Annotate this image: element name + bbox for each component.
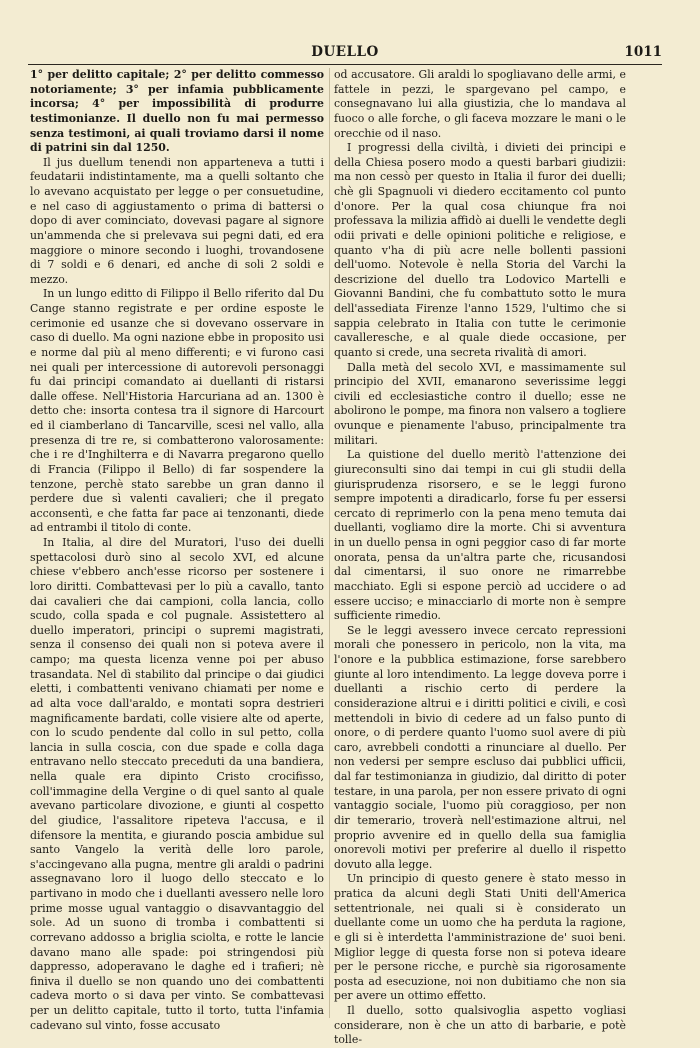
right-column xyxy=(334,68,626,1047)
paragraph: Il jus duellum tenendi non apparteneva a tutti i feudatarii indistintamente, ma a quelli soltanto che lo avevano acquistato per legge o per consuetudine, e nel caso di aggiustamento o prima di battersi o dopo di aver cominciato, dovevasi pagare al signore un'ammenda che si prelevava sui pegni dati, ed era maggiore o minore secondo i luoghi, trovandosene di 7 soldi e 6 denari, ed anche di soli 2 soldi e mezzo. xyxy=(30,155,324,286)
paragraph: In un lungo editto di Filippo il Bello riferito dal Du Cange stanno registrate e per ordine esposte le cerimonie ed usanze che si dovevano osservare in caso di duello. Ma ogni nazione ebbe in proposito usi e norme dal più al meno differenti; e vi furono casi nei quali per intercessione di autorevoli personaggi fu dai principi comandato ai duellanti di ristarsi dalle offese. Nell'Historia Harcuriana ad an. 1300 è detto che: insorta contesa tra il signore di Harcourt ed il ciamberlano di Tancarville, scesi nel vallo, alla presenza di tre re, si combatterono valorosamente: che i re d'Inghilterra e di Navarra pregarono quello di Francia (Filippo il Bello) di far sospendere la tenzone, perchè stato sarebbe un gran danno il perdere due sì valenti cavalieri; che il pregato acconsentì, e che fatta far pace ai tenzonanti, diede ad entrambi il titolo di conte. xyxy=(30,287,324,535)
paragraph: Un principio di questo genere è stato messo in pratica da alcuni degli Stati Uniti dell'America settentrionale, nei quali si è considerato un duellante come un uomo che ha perduta la ragione, e gli si è interdetta l'amministrazione de' suoi beni. Miglior legge di questa forse non si poteva ideare per le persone ricche, e purchè sia rigorosamente posta ad esecuzione, noi non dubitiamo che non sia per avere un ottimo effetto. xyxy=(334,872,626,1003)
paragraph: Se le leggi avessero invece cercato repressioni morali che ponessero in pericolo, non la vita, ma l'onore e la pubblica estimazione, forse sarebbero giunte al loro intendimento. La legge doveva porre i duellanti a rischio certo di perdere la considerazione altrui e i diritti politici e civili, e così mettendoli in bivio di cedere ad un falso punto di onore, o di perdere quanto l'uomo suol avere di più caro, avrebbeli condotti a rinunciare al duello. Per non vedersi per sempre escluso dai pubblici ufficii, dal far testimonianza in giudizio, dal diritto di poter testare, in una parola, per non essere privato di ogni vantaggio sociale, l'uomo più coraggioso, per non dir temerario, troverà nell'estimazione altrui, nel proprio avvenire ed in quello della sua famiglia onorevoli motivi per preferire al duello il rispetto dovuto alla legge. xyxy=(334,623,626,871)
running-header xyxy=(28,40,662,65)
paragraph: La quistione del duello meritò l'attenzione dei giureconsulti sino dai tempi in cui gli studii della giurisprudenza risorsero, e se le leggi furono sempre impotenti a diradicarlo, forse fu per essersi cercato di reprimerlo con la pena meno temuta dai duellanti, vogliamo dire la morte. Chi si avventura in un duello pensa in ogni peggior caso di far morte onorata, pensa da un'altra parte che, ricusandosi dal cimentarsi, il suo onore ne rimarrebbe macchiato. Egli si espone perciò ad uccidere o ad essere ucciso; e minacciarlo di morte non è sempre sufficiente rimedio. xyxy=(334,448,626,623)
running-title: DUELLO xyxy=(311,44,379,60)
paragraph: In Italia, al dire del Muratori, l'uso dei duelli spettacolosi durò sino al secolo XVI, ed alcune chiese v'ebbero anch'esse ricorso per sostenere i loro diritti. Combattevasi per lo più a cavallo, tanto dai cavalieri che dai campioni, colla lancia, collo scudo, colla spada e col pugnale. Assistettero al duello imperatori, principi o supremi magistrati, senza il consenso dei quali non si poteva avere il campo; ma questa licenza venne poi per abuso trasandata. Nel dì stabilito dal principe o dai giudici eletti, i combattenti venivano chiamati per nome e ad alta voce dall'araldo, e montati sopra destrieri magnificamente bardati, colle visiere alte od aperte, con lo scudo pendente dal collo in sul petto, colla lancia in sulla coscia, con due spade e colla daga entravano nello steccato preceduti da una bandiera, nella quale era dipinto Cristo crocifisso, coll'immagine della Vergine o di quel santo al quale avevano particolare divozione, e giunti al cospetto del giudice, l'assalitore ripeteva l'accusa, e il difensore la mentita, e giurando poscia ambidue sul santo Vangelo la verità delle loro parole, s'accingevano alla pugna, mentre gli araldi o padrini assegnavano loro il luogo dello steccato e lo partivano in modo che i duellanti avessero nelle loro prime mosse ugual vantaggio o disavvantaggio del sole. Ad un suono di tromba i combattenti si correvano addosso a briglia sciolta, e rotte le lancie davano mano alle spade: poi stringendosi più dappresso, adoperavano le daghe ed i trafieri; nè finiva il duello se non quando uno dei combattenti cadeva morto o si dava per vinto. Se combattevasi per un delitto capitale, tutto il torto, tutta l'infamia cadevano sul vinto, fosse accusato xyxy=(30,536,324,1032)
left-column xyxy=(30,68,324,1032)
paragraph: Il duello, sotto qualsivoglia aspetto vogliasi considerare, non è che un atto di barbarie, e potè tolle- xyxy=(334,1004,626,1047)
paragraph: Dalla metà del secolo XVI, e massimamente sul principio del XVII, emanarono severissime leggi civili ed ecclesiastiche contro il duello; esse ne abolirono le pompe, ma finora non valsero a togliere ovunque e pienamente l'abuso, principalmente tra militari. xyxy=(334,360,626,447)
page-number: 1011 xyxy=(624,44,662,60)
column-divider xyxy=(329,68,330,1018)
paragraph: 1° per delitto capitale; 2° per delitto commesso notoriamente; 3° per infamia pubblicamente incorsa; 4° per impossibilità di produrre testimonianze. Il duello non fu mai permesso senza testimoni, ai quali troviamo darsi il nome di patrini sin dal 1250. xyxy=(30,68,324,155)
paragraph: od accusatore. Gli araldi lo spogliavano delle armi, e fattele in pezzi, le spargevano pel campo, e consegnavano lui alla giustizia, che lo mandava al fuoco o alle forche, o gli faceva mozzare le mani o le orecchie od il naso. xyxy=(334,68,626,140)
paragraph: I progressi della civiltà, i divieti dei principi e della Chiesa posero modo a questi barbari giudizii: ma non cessò per questo in Italia il furor dei duelli; chè gli Spagnuoli vi diedero eccitamento col punto d'onore. Per la qual cosa chiunque fra noi professava la milizia affidò ai duelli le vendette degli odii privati e delle opinioni politiche e religiose, e quanto v'ha di più acre nelle bollenti passioni dell'uomo. Notevole è nella Storia del Varchi la descrizione del duello tra Lodovico Martelli e Giovanni Bandini, che fu combattuto sotto le mura dell'assediata Firenze l'anno 1529, l'ultimo che si sappia celebrato in Italia con tutte le cerimonie cavalleresche, e al quale diede occasione, per quanto si crede, una secreta rivalità di amori. xyxy=(334,141,626,359)
